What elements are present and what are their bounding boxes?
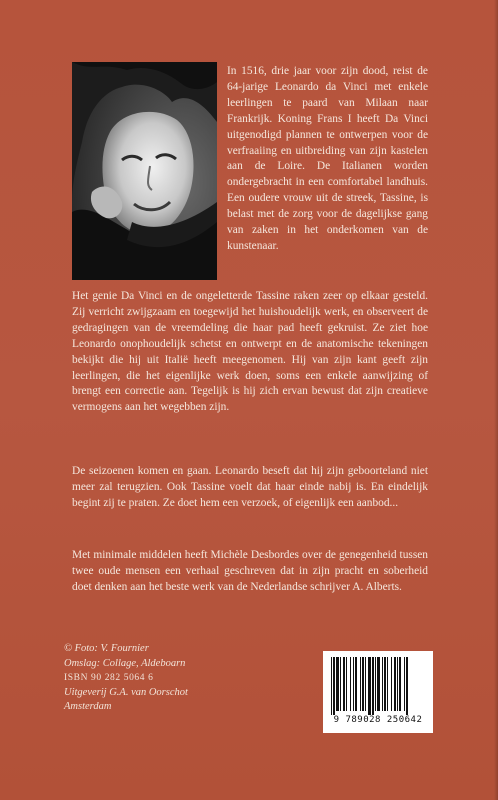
blurb-paragraph-4: Met minimale middelen heeft Michèle Desbordes over de genegenheid tussen twee oude mensen een verhaal geschreven dat in zijn pracht en soberheid doet denken aan het beste werk van de Nederlandse schrijver A. Alberts.	[72, 549, 428, 593]
barcode-bar	[375, 657, 376, 711]
blurb-paragraph-2: Het genie Da Vinci en de ongeletterde Tassine raken zeer op elkaar gesteld. Zij verricht zwijgzaam en toegewijd het huishoudelijk werk, en observeert de gedragingen van de vreemdeling die haar pad heeft gekruist. Ze ziet hoe Leonardo onophoudelijk schetst en ontwerpt en de anatomische tekeningen bekijkt die hij uit Italië heeft meegenomen. Hij van zijn kant geeft zijn leerlingen, die het eigenlijke werk doen, soms een enkele aanwijzing of brengt een correctie aan. Tegelijk is hij zich ervan bewust dat zijn creatieve vermogens aan het wegebben zijn.	[72, 290, 428, 414]
colophon-credits	[64, 642, 284, 715]
barcode-bar	[387, 657, 388, 711]
isbn-barcode	[323, 651, 433, 733]
barcode-bar	[331, 657, 332, 715]
barcode-bar	[406, 657, 408, 715]
cover-credit: Omslag: Collage, Aldeboarn	[64, 657, 186, 669]
barcode-bar	[346, 657, 347, 711]
isbn-number: ISBN 90 282 5064 6	[64, 673, 154, 684]
blurb-paragraph-1: In 1516, drie jaar voor zijn dood, reist de 64-jarige Leonardo da Vinci met enkele leerlingen te paard van Milaan naar Frankrijk. Koning Frans I heeft Da Vinci uitgenodigd plannen te ontwerpen voor de verfraaiing en uitbreiding van zijn kastelen aan de Loire. De Italianen worden ondergebracht in een comfortabel landhuis. Een oudere vrouw uit de streek, Tassine, is belast met de zorg voor de dagelijkse gang van zaken in het onderkomen van de kunstenaar.	[227, 65, 428, 252]
barcode-bar	[368, 657, 371, 715]
blurb-paragraph-3-block	[72, 464, 428, 512]
barcode-bar	[399, 657, 401, 711]
barcode-bar	[377, 657, 380, 711]
barcode-number: 9 789028 250642	[333, 715, 423, 725]
barcode-bar	[333, 657, 335, 715]
photo-credit: © Foto: V. Fournier	[64, 643, 149, 654]
barcode-bar	[404, 657, 405, 711]
publisher-name: Uitgeverij G.A. van Oorschot	[64, 686, 188, 698]
barcode-bar	[353, 657, 354, 711]
author-photo	[72, 62, 217, 280]
barcode-bar	[350, 657, 351, 711]
barcode-bar	[340, 657, 341, 711]
barcode-bar	[343, 657, 345, 711]
blurb-paragraph-4-block	[72, 548, 428, 596]
barcode-bar	[360, 657, 361, 711]
barcode-bar	[362, 657, 364, 711]
publisher-city: Amsterdam	[64, 701, 112, 713]
barcode-bar	[382, 657, 383, 711]
cover-edge-shadow	[494, 0, 498, 800]
blurb-paragraph-2-block	[72, 289, 428, 416]
barcode-bars	[329, 657, 427, 715]
barcode-bar	[394, 657, 396, 711]
blurb-paragraph-3: De seizoenen komen en gaan. Leonardo beseft dat hij zijn geboorteland niet meer zal terugzien. Ook Tassine voelt dat haar einde nabij is. En eindelijk begint zij te praten. Ze doet hem een verzoek, of eigenlijk een aanbod...	[72, 465, 428, 509]
barcode-bar	[384, 657, 386, 711]
barcode-bar	[365, 657, 366, 711]
barcode-bar	[397, 657, 398, 711]
barcode-bar	[391, 657, 392, 711]
barcode-bar	[336, 657, 339, 711]
barcode-bar	[355, 657, 357, 711]
barcode-bar	[372, 657, 374, 715]
